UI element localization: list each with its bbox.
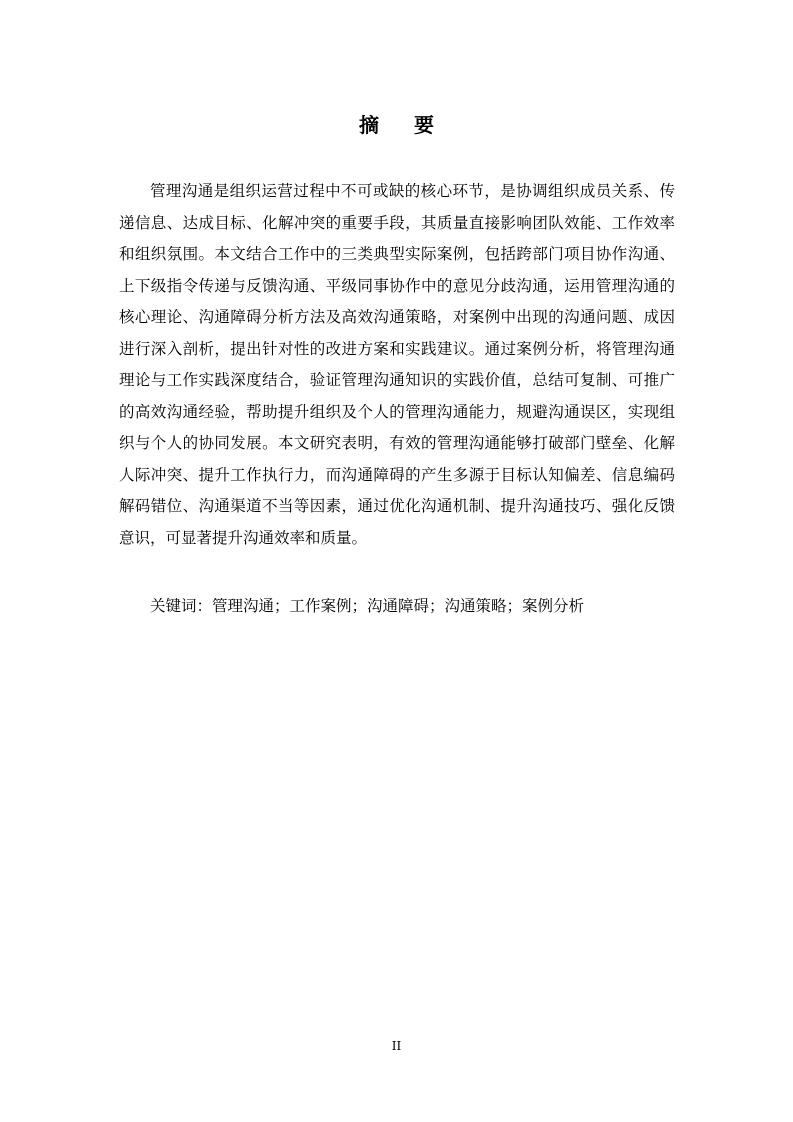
- keywords-line: 关键词：管理沟通；工作案例；沟通障碍；沟通策略；案例分析: [150, 597, 585, 615]
- abstract-paragraph: 管理沟通是组织运营过程中不可或缺的核心环节，是协调组织成员关系、传递信息、达成目标、化解冲突的重要手段，其质量直接影响团队效能、工作效率和组织氛围。本文结合工作中的三类典型实际案例，包括跨部门项目协作沟通、上下级指令传递与反馈沟通、平级同事协作中的意见分歧沟通，运用管理沟通的核心理论、沟通障碍分析方法及高效沟通策略，对案例中出现的沟通问题、成因进行深入剖析，提出针对性的改进方案和实践建议。通过案例分析，将管理沟通理论与工作实践深度结合，验证管理沟通知识的实践价值，总结可复制、可推广的高效沟通经验，帮助提升组织及个人的管理沟通能力，规避沟通误区，实现组织与个人的协同发展。本文研究表明，有效的管理沟通能够打破部门壁垒、化解人际冲突、提升工作执行力，而沟通障碍的产生多源于目标认知偏差、信息编码解码错位、沟通渠道不当等因素，通过优化沟通机制、提升沟通技巧、强化反馈意识，可显著提升沟通效率和质量。: [119, 182, 675, 547]
- abstract-heading: 摘 要: [359, 113, 448, 137]
- page-number: II: [391, 1039, 402, 1053]
